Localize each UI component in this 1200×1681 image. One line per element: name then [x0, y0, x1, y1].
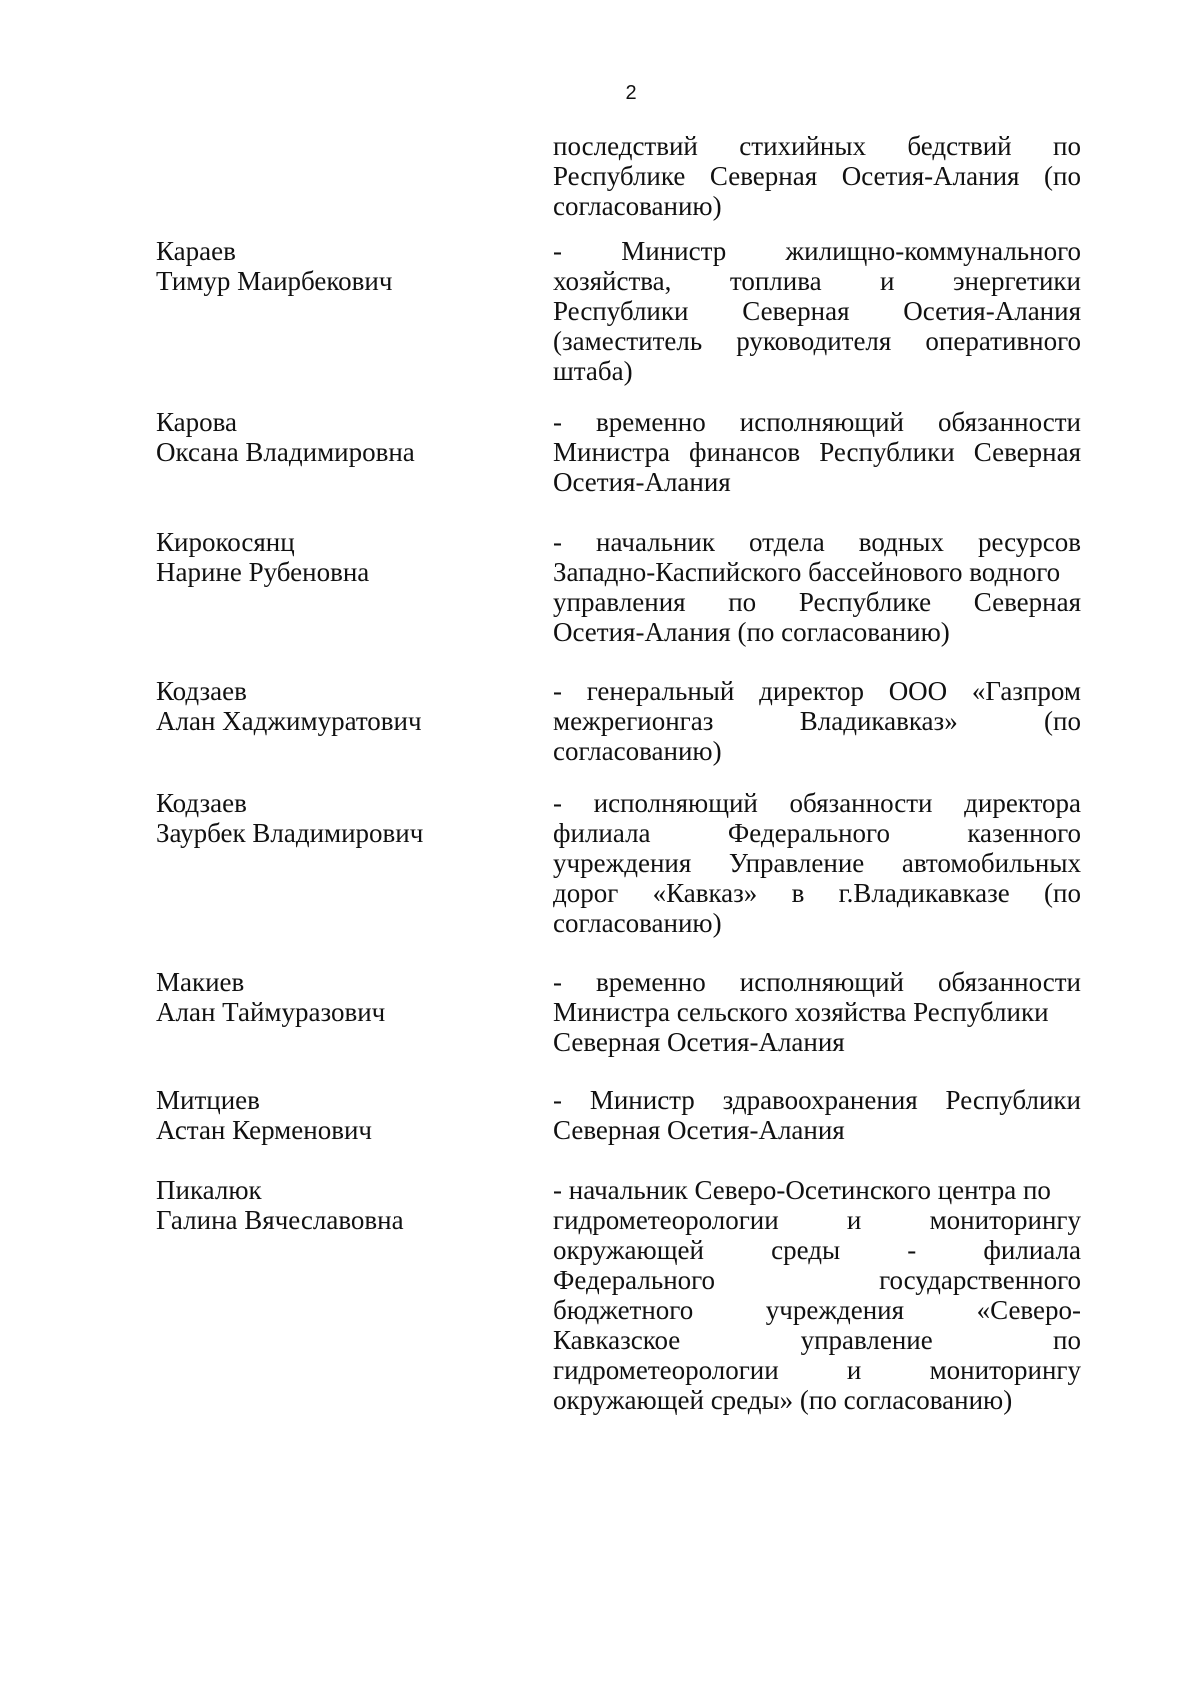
- position-word: дорог: [553, 878, 619, 908]
- position-word: временно: [596, 967, 706, 997]
- position-word: гидрометеорологии: [553, 1355, 779, 1385]
- position-line: [553, 296, 1081, 326]
- member-name: [156, 788, 516, 848]
- position-word: Федерального: [553, 1265, 716, 1295]
- member-surname: Пикалюк: [156, 1175, 262, 1205]
- position-line: [553, 848, 1081, 878]
- member-name: [156, 527, 516, 587]
- position-line: [553, 587, 1081, 617]
- member-name: [156, 1175, 516, 1235]
- position-word: Осетия-Алания: [903, 296, 1081, 326]
- position-word: - начальник Северо-Осетинского центра по: [553, 1175, 1051, 1205]
- position-line: [553, 407, 1081, 437]
- position-word: Западно-Каспийского бассейнового водного: [553, 557, 1061, 587]
- position-word: Министр: [589, 1085, 695, 1115]
- position-line: [553, 818, 1081, 848]
- position-line: [553, 557, 1081, 587]
- position-word: обязанности: [938, 407, 1081, 437]
- member-position: [553, 1085, 1081, 1145]
- position-word: филиала: [983, 1235, 1081, 1265]
- member-position: [553, 1175, 1081, 1415]
- position-line: [553, 676, 1081, 706]
- position-word: и: [846, 1205, 862, 1235]
- position-word: отдела: [749, 527, 825, 557]
- position-word: ресурсов: [977, 527, 1081, 557]
- member-given-names: Галина Вячеславовна: [156, 1205, 404, 1235]
- position-line: [553, 1355, 1081, 1385]
- position-line: [553, 1205, 1081, 1235]
- member-name: [156, 236, 516, 296]
- position-word: Северная: [973, 437, 1081, 467]
- position-line: [553, 326, 1081, 356]
- position-word: по: [1053, 1325, 1081, 1355]
- position-word: Северная: [709, 161, 818, 191]
- position-word: окружающей среды» (по согласованию): [553, 1385, 1013, 1415]
- position-word: Министра: [553, 437, 670, 467]
- position-word: Северная Осетия-Алания: [553, 1027, 845, 1057]
- position-word: Республике: [553, 161, 686, 191]
- position-word: учреждения: [553, 848, 692, 878]
- position-word: -: [553, 676, 562, 706]
- position-word: «Северо-: [976, 1295, 1081, 1325]
- position-word: Республики: [819, 437, 955, 467]
- position-word: Республике: [798, 587, 932, 617]
- position-word: Республики: [945, 1085, 1081, 1115]
- member-surname: Карова: [156, 407, 238, 437]
- member-surname: Кодзаев: [156, 788, 247, 818]
- position-word: стихийных: [739, 131, 867, 161]
- page-number: 2: [625, 82, 637, 104]
- position-word: Министр: [621, 236, 727, 266]
- position-word: директор: [759, 676, 864, 706]
- position-line: [553, 1085, 1081, 1115]
- position-line: [553, 1175, 1081, 1205]
- position-line: [553, 1115, 1081, 1145]
- position-word: согласованию): [553, 191, 722, 221]
- position-line: [553, 266, 1081, 296]
- position-line: [553, 1027, 1081, 1057]
- position-word: гидрометеорологии: [553, 1205, 779, 1235]
- member-name: [156, 676, 516, 736]
- position-word: по: [1053, 131, 1081, 161]
- member-given-names: Нарине Рубеновна: [156, 557, 370, 587]
- position-word: государственного: [879, 1265, 1081, 1295]
- position-line: [553, 908, 1081, 938]
- position-word: начальник: [596, 527, 715, 557]
- position-word: временно: [596, 407, 706, 437]
- position-word: Владикавказ»: [799, 706, 958, 736]
- position-word: Осетия-Алания: [841, 161, 1020, 191]
- member-surname: Макиев: [156, 967, 245, 997]
- position-word: Осетия-Алания: [553, 467, 731, 497]
- member-given-names: Астан Керменович: [156, 1115, 372, 1145]
- position-word: топлива: [729, 266, 822, 296]
- member-position: [553, 527, 1081, 647]
- position-word: и: [846, 1355, 862, 1385]
- position-word: управления: [553, 587, 686, 617]
- member-name: [156, 407, 516, 467]
- position-line: [553, 131, 1081, 161]
- continuation-text: [553, 131, 1081, 221]
- position-word: среды: [771, 1235, 841, 1265]
- member-surname: Кирокосянц: [156, 527, 295, 557]
- position-word: мониторингу: [929, 1205, 1081, 1235]
- position-word: (заместитель: [553, 326, 703, 356]
- member-position: [553, 236, 1081, 386]
- position-line: [553, 997, 1081, 1027]
- position-word: -: [553, 407, 562, 437]
- position-word: штаба): [553, 356, 633, 386]
- position-line: [553, 356, 1081, 386]
- member-given-names: Оксана Владимировна: [156, 437, 415, 467]
- position-line: [553, 236, 1081, 266]
- position-word: Кавказское: [553, 1325, 681, 1355]
- position-line: [553, 1385, 1081, 1415]
- member-name: [156, 967, 516, 1027]
- position-word: казенного: [967, 818, 1081, 848]
- member-position: [553, 788, 1081, 938]
- position-word: Северная Осетия-Алания: [553, 1115, 845, 1145]
- position-word: по: [728, 587, 757, 617]
- member-surname: Караев: [156, 236, 236, 266]
- position-line: [553, 617, 1081, 647]
- position-word: филиала: [553, 818, 651, 848]
- position-word: согласованию): [553, 908, 722, 938]
- member-given-names: Алан Таймуразович: [156, 997, 386, 1027]
- position-word: Северная: [973, 587, 1081, 617]
- member-surname: Кодзаев: [156, 676, 247, 706]
- position-word: согласованию): [553, 736, 722, 766]
- position-line: [553, 191, 1081, 221]
- position-word: (по: [1044, 878, 1081, 908]
- position-word: обязанности: [789, 788, 933, 818]
- position-word: окружающей: [553, 1235, 704, 1265]
- member-position: [553, 967, 1081, 1057]
- position-word: «Кавказ»: [652, 878, 758, 908]
- position-line: [553, 437, 1081, 467]
- position-word: -: [553, 967, 562, 997]
- position-line: [553, 878, 1081, 908]
- position-line: [553, 467, 1081, 497]
- position-word: «Газпром: [971, 676, 1081, 706]
- position-word: финансов: [689, 437, 801, 467]
- position-word: (по: [1044, 161, 1081, 191]
- position-word: учреждения: [765, 1295, 905, 1325]
- position-line: [553, 1235, 1081, 1265]
- position-word: Управление: [728, 848, 865, 878]
- position-word: г.Владикавказе: [838, 878, 1010, 908]
- position-word: здравоохранения: [722, 1085, 918, 1115]
- member-surname: Митциев: [156, 1085, 260, 1115]
- position-word: -: [553, 236, 562, 266]
- position-word: ООО: [888, 676, 948, 706]
- position-word: -: [907, 1235, 917, 1265]
- member-given-names: Заурбек Владимирович: [156, 818, 424, 848]
- position-word: исполняющий: [739, 407, 904, 437]
- position-word: Республики: [553, 296, 689, 326]
- position-word: директора: [964, 788, 1081, 818]
- position-line: [553, 1265, 1081, 1295]
- position-word: -: [553, 788, 562, 818]
- position-word: бюджетного: [553, 1295, 694, 1325]
- position-word: автомобильных: [901, 848, 1081, 878]
- position-word: исполняющий: [593, 788, 758, 818]
- position-line: [553, 1295, 1081, 1325]
- position-line: [553, 736, 1081, 766]
- position-line: [553, 1325, 1081, 1355]
- position-word: в: [791, 878, 805, 908]
- member-given-names: Алан Хаджимуратович: [156, 706, 422, 736]
- position-word: -: [553, 1085, 562, 1115]
- position-word: хозяйства,: [553, 266, 672, 296]
- position-word: энергетики: [952, 266, 1081, 296]
- position-word: Осетия-Алания (по согласованию): [553, 617, 950, 647]
- position-word: последствий: [553, 131, 698, 161]
- position-line: [553, 967, 1081, 997]
- position-word: жилищно-коммунального: [785, 236, 1081, 266]
- position-word: исполняющий: [739, 967, 904, 997]
- position-word: -: [553, 527, 562, 557]
- position-word: межрегионгаз: [553, 706, 714, 736]
- position-word: Федерального: [727, 818, 890, 848]
- position-word: генеральный: [586, 676, 735, 706]
- position-word: руководителя: [736, 326, 892, 356]
- position-word: оперативного: [925, 326, 1081, 356]
- position-word: бедствий: [907, 131, 1012, 161]
- position-line: [553, 161, 1081, 191]
- position-word: Министра сельского хозяйства Республики: [553, 997, 1049, 1027]
- member-given-names: Тимур Маирбекович: [156, 266, 393, 296]
- position-line: [553, 788, 1081, 818]
- position-line: [553, 706, 1081, 736]
- member-position: [553, 407, 1081, 497]
- position-word: обязанности: [938, 967, 1081, 997]
- member-position: [553, 676, 1081, 766]
- position-word: мониторингу: [929, 1355, 1081, 1385]
- position-word: управление: [800, 1325, 933, 1355]
- position-word: Северная: [742, 296, 850, 326]
- position-line: [553, 527, 1081, 557]
- position-word: и: [880, 266, 895, 296]
- member-name: [156, 1085, 516, 1145]
- position-word: (по: [1044, 706, 1081, 736]
- position-word: водных: [858, 527, 944, 557]
